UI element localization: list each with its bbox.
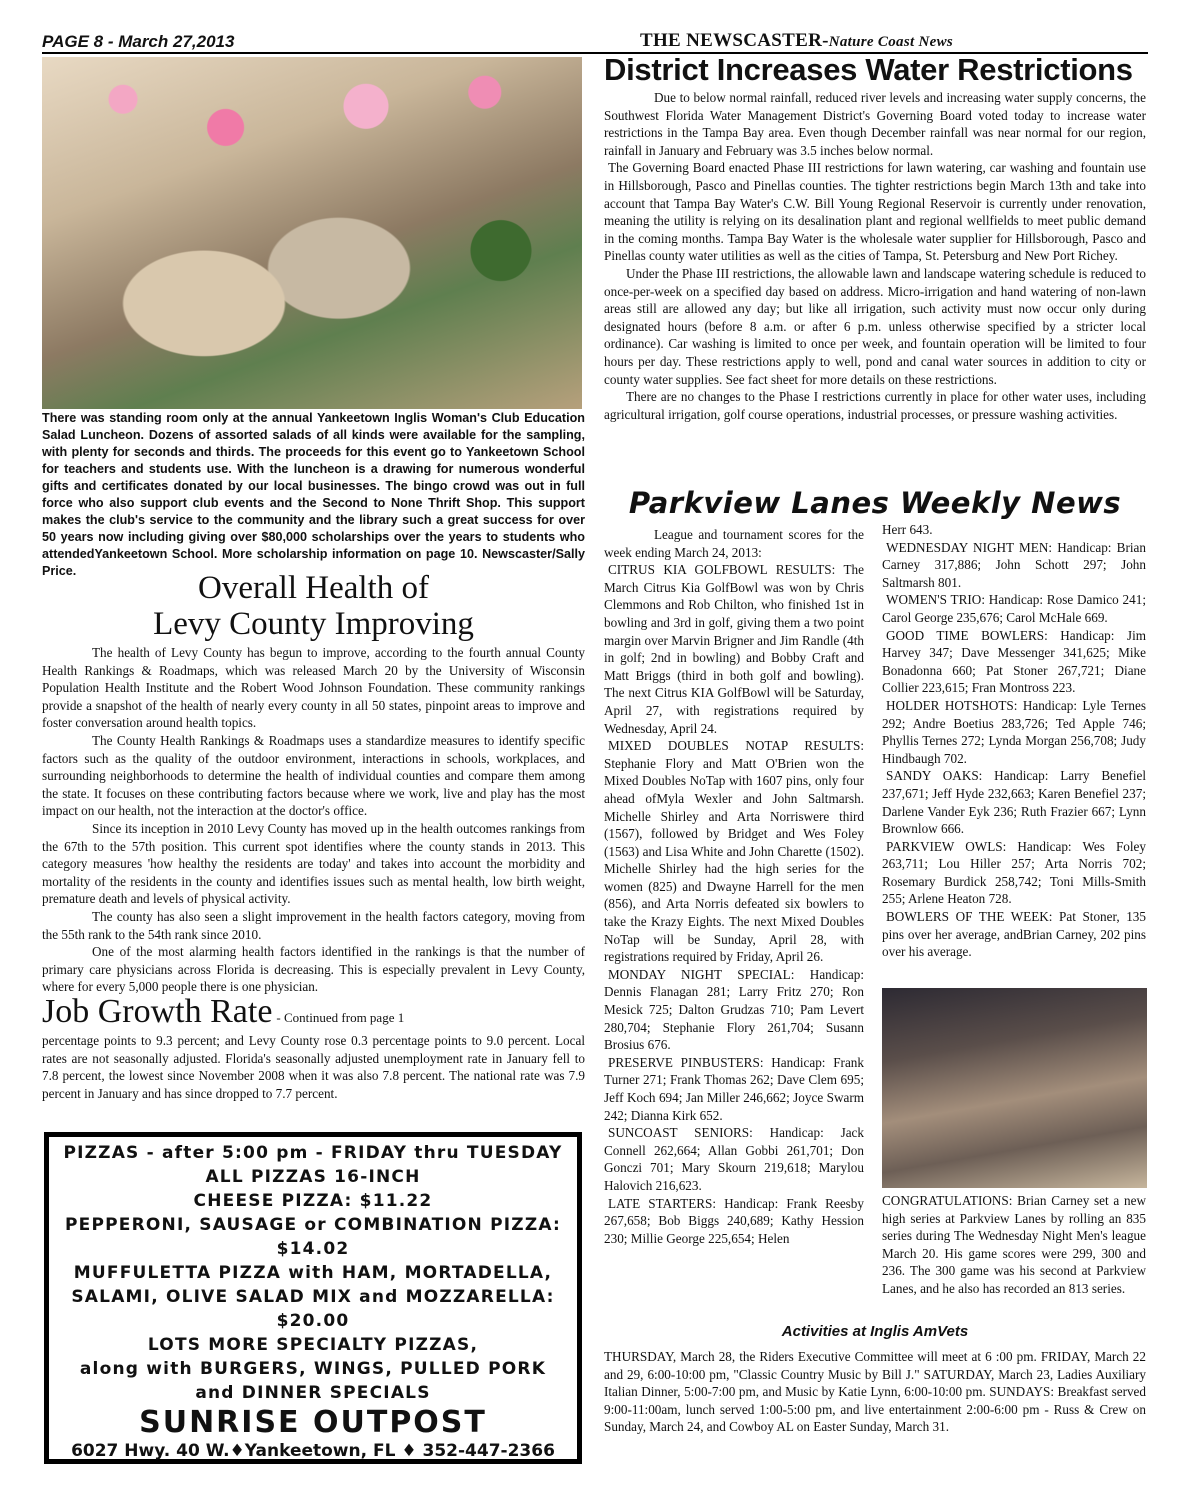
parkview-item: HOLDER HOTSHOTS: Handicap: Lyle Ternes 292; Andre Boetius 283,726; Ted Apple 746; Phyllis Ternes 272; Lynda Morgan 256,708; Judy Hindbaugh 702. — [882, 697, 1146, 766]
health-paragraph: The health of Levy County has begun to improve, according to the fourth annual County Health Rankings & Roadmaps, which was released March 20 by the University of Wisconsin Population Health Institute and the Robert Wood Johnson Foundation. These community rankings provide a snapshot of the health of nearly every county in all 50 states, pinpoint areas to improve and foster conversation around health topics. — [42, 645, 585, 731]
parkview-item: LATE STARTERS: Handicap: Frank Reesby 267,658; Bob Biggs 240,689; Kathy Hession 230; Millie George 225,654; Helen — [604, 1195, 864, 1246]
amvets-headline: Activities at Inglis AmVets — [781, 1323, 969, 1340]
water-headline: District Increases Water Restrictions — [604, 52, 1133, 87]
parkview-item: CITRUS KIA GOLFBOWL RESULTS: The March Citrus Kia GolfBowl was won by Chris Clemmons and Rob Chilton, who finished 1st in bowling and 3rd in golf, giving them a two point margin over Marvin Brigner and Jim Randle (4th in golf; 2nd in bowling) and Bobby Craft and Matt Briggs (third in both golf and bowling). The next Citrus KIA GolfBowl will be Saturday, April 27, with registrations required by Wednesday, April 24. — [604, 562, 864, 736]
job-article: percentage points to 9.3 percent; and Levy County rose 0.3 percentage points to 9.0 percent. Local rates are not seasonally adjusted. Florida's seasonally adjusted unemployment rate in January fell to 7.8 percent, the lowest since November 2008 when it was also 7.8 percent. The national rate was 7.9 percent in January and has since dropped to 7.7 percent. — [42, 1033, 585, 1101]
amvets-article: THURSDAY, March 28, the Riders Executive Committee will meet at 6 :00 pm. FRIDAY, March 22 and 29, 6:00-10:00 pm, "Classic Country Music by Bill J." SATURDAY, March 23, Ladies Auxiliary Italian Dinner, 5:00-7:00 pm, and Music by Katie Lynn, 6:00-10:00 pm. SUNDAYS: Breakfast served 9:00-11:00am, lunch served 1:00-5:00 pm, and live entertainment 2:00-6:00 pm - Russ & Crew on Sunday, March 24, and Cowboy AL on Easter Sunday, March 31. — [604, 1349, 1146, 1435]
ad-line: PEPPERONI, SAUSAGE or COMBINATION PIZZA: — [64, 1215, 562, 1235]
parkview-column-2 — [882, 521, 1146, 961]
parkview-item: Herr 643. — [882, 522, 933, 537]
health-paragraph: The county has also seen a slight improvement in the health factors category, moving from the 55th rank to the 54th rank since 2010. — [42, 908, 585, 942]
health-headline — [42, 570, 585, 642]
water-paragraph: There are no changes to the Phase I restrictions currently in place for other water uses, including agricultural irrigation, golf course operations, industrial processes, or pressure washing activities. — [604, 389, 1146, 422]
ad-line: $20.00 — [276, 1311, 350, 1331]
luncheon-photo — [42, 57, 582, 409]
page-number-date: PAGE 8 - March 27,2013 — [42, 32, 235, 51]
water-paragraph: Under the Phase III restrictions, the allowable lawn and landscape watering schedule is reduced to once-per-week on a specified day based on address. Micro-irrigation and hand watering of non-lawn areas still are allowed any day; but like all irrigation, such activity must now occur only during designated hours (before 8 a.m. or after 6 p.m. unless otherwise specified by a stricter local ordinance). Car washing is limited to once per week, and fountain operation will be limited to four hours per day. These restrictions apply to well, pond and canal water sources in addition to city or county water supplies. See fact sheet for more details on these restrictions. — [604, 265, 1146, 387]
job-headline — [42, 993, 585, 1031]
paper-title: THE NEWSCASTER- — [640, 30, 829, 51]
parkview-item: League and tournament scores for the week ending March 24, 2013: — [604, 527, 864, 560]
ad-address: 6027 Hwy. 40 W.♦Yankeetown, FL ♦ 352-447-2366 — [71, 1441, 555, 1461]
health-headline-line2: Levy County Improving — [153, 606, 474, 642]
parkview-item: PRESERVE PINBUSTERS: Handicap: Frank Turner 271; Frank Thomas 262; Dave Clem 695; Jeff Koch 694; Jan Miller 246,662; Joyce Swarm 242; Dianna Kirk 652. — [604, 1054, 864, 1123]
health-article — [42, 644, 585, 996]
ad-line: ALL PIZZAS 16-INCH — [205, 1167, 421, 1187]
bowler-caption: CONGRATULATIONS: Brian Carney set a new high series at Parkview Lanes by rolling an 835 series during The Wednesday Night Men's league March 20. His game scores were 299, 300 and 236. The 300 game was his second at Parkview Lanes, and he also has recorded an 813 series. — [882, 1193, 1146, 1296]
water-article — [604, 89, 1146, 423]
ad-line: MUFFULETTA PIZZA with HAM, MORTADELLA, — [73, 1263, 553, 1283]
job-title: Job Growth Rate — [42, 993, 273, 1030]
parkview-item: PARKVIEW OWLS: Handicap: Wes Foley 263,711; Lou Hiller 257; Arta Norris 702; Rosemary Burdick 258,742; Toni Mills-Smith 255; Arlene Heaton 728. — [882, 838, 1146, 907]
ad-line: SALAMI, OLIVE SALAD MIX and MOZZARELLA: — [71, 1287, 555, 1307]
parkview-item: SUNCOAST SENIORS: Handicap: Jack Connell 262,664; Allan Gobbi 261,701; Don Gonczi 701; Mary Skourn 219,618; Marylou Halovich 216,623. — [604, 1125, 864, 1193]
health-paragraph: The County Health Rankings & Roadmaps uses a standardize measures to identify specific factors such as the quality of the outdoor environment, interactions in schools, workplaces, and surrounding neighborhoods to determine the health of individual counties and compare them among the state. It focuses on these contributing factors because where we work, live and play has the most impact on our health, not the interaction at the doctor's office. — [42, 732, 585, 819]
ad-line: PIZZAS - after 5:00 pm - FRIDAY thru TUESDAY — [63, 1143, 563, 1163]
parkview-column-1 — [604, 526, 864, 1247]
ad-business-name: SUNRISE OUTPOST — [139, 1405, 487, 1440]
water-paragraph: The Governing Board enacted Phase III restrictions for lawn watering, car washing and fountain use in Hillsborough, Pasco and Pinellas counties. The tighter restrictions begin March 13th and take into account that Tampa Bay Water's C.W. Bill Young Regional Reservoir is currently under renovation, meaning the utility is relying on its desalination plant and regional wellfields to meet public demand in the coming months. Tampa Bay Water is the wholesale water supplier for Hillsborough, Pasco and Pinellas county water utilities as well as the cities of Tampa, St. Petersburg and New Port Richey. — [604, 160, 1146, 264]
parkview-item: BOWLERS OF THE WEEK: Pat Stoner, 135 pins over her average, andBrian Carney, 202 pins over his average. — [882, 909, 1146, 960]
parkview-item: WOMEN'S TRIO: Handicap: Rose Damico 241; Carol George 235,676; Carol McHale 669. — [882, 592, 1146, 625]
ad-line: along with BURGERS, WINGS, PULLED PORK — [79, 1359, 547, 1379]
ad-line: and DINNER SPECIALS — [195, 1383, 431, 1403]
parkview-item: MIXED DOUBLES NOTAP RESULTS: Stephanie Flory and Matt O'Brien won the Mixed Doubles NoTap with 1607 pins, only four ahead ofMyla Wexler and John Saltmarsh. Michelle Shirley and Arta Norriswere third (1567), followed by Bridget and Wes Foley (1563) and Lisa White and John Charette (1502). Michelle Shirley had the high series for the women (825) and Dwayne Harrell for the men (856), and Arta Norris defeated six bowlers to take the Krazy Eights. The next Mixed Doubles NoTap will be Sunday, April 28, with registrations required by Friday, April 26. — [604, 738, 864, 965]
parkview-item: SANDY OAKS: Handicap: Larry Benefiel 237,671; Jeff Hyde 232,663; Karen Benefiel 237; Darlene Vander Eyk 236; Ruth Frazier 667; Lynn Brownlow 666. — [882, 768, 1146, 837]
parkview-headline: Parkview Lanes Weekly News — [628, 486, 1122, 520]
health-headline-line1: Overall Health of — [198, 570, 429, 606]
paper-name — [640, 30, 953, 52]
parkview-item: MONDAY NIGHT SPECIAL: Handicap: Dennis Flanagan 281; Larry Fritz 270; Ron Mesick 725; Dalton Grudzas 710; Pam Levert 280,704; Stephanie Flory 261,704; Susann Brosius 676. — [604, 966, 864, 1053]
health-paragraph: Since its inception in 2010 Levy County has moved up in the health outcomes rankings from the 67th to the 57th position. This current spot identifies where the county stands in 2013. This category measures 'how healthy the residents are today' and takes into account the morbidity and mortality of the residents in the county and identifies issues such as mental health, low birth weight, premature death and levels of physical activity. — [42, 820, 585, 907]
bowler-photo — [882, 988, 1147, 1188]
paper-edition: Nature Coast News — [828, 34, 954, 50]
job-continued: - Continued from page 1 — [276, 1010, 405, 1025]
water-paragraph: Due to below normal rainfall, reduced river levels and increasing water supply concerns, the Southwest Florida Water Management District's Governing Board voted today to increase water restrictions in the Tampa Bay area. Even though December rainfall was near normal for our region, rainfall in January and February was 3.5 inches below normal. — [604, 90, 1146, 158]
ad-line: CHEESE PIZZA: $11.22 — [193, 1191, 433, 1211]
parkview-item: GOOD TIME BOWLERS: Handicap: Jim Harvey 347; Dave Messenger 341,625; Mike Bonadonna 660; Pat Stoner 267,721; Diane Collier 223,615; Fran Montross 223. — [882, 627, 1146, 696]
ad-line: LOTS MORE SPECIALTY PIZZAS, — [147, 1335, 479, 1355]
pizza-ad — [44, 1132, 582, 1464]
parkview-item: WEDNESDAY NIGHT MEN: Handicap: Brian Carney 317,886; John Schott 297; John Saltmarsh 801. — [882, 539, 1146, 590]
health-paragraph: One of the most alarming health factors identified in the rankings is that the number of primary care physicians across Florida is decreasing. This is especially prevalent in Levy County, where for every 5,000 people there is one physician. — [42, 944, 585, 995]
luncheon-caption: There was standing room only at the annual Yankeetown Inglis Woman's Club Education Salad Luncheon. Dozens of assorted salads of all kinds were available for the sampling, with plenty for seconds and thirds. The proceeds for this event go to Yankeetown School for teachers and students use. With the luncheon is a drawing for numerous wonderful gifts and certificates donated by our local businesses. The bingo crowd was out in full force who also support club events and the Second to None Thrift Shop. This support makes the club's service to the community and the library such a great success for over 50 years now including giving over $80,000 scholarships over the years to students who attendedYankeetown School. More scholarship information on page 10. Newscaster/Sally Price. — [42, 411, 585, 578]
ad-line: $14.02 — [276, 1239, 350, 1259]
